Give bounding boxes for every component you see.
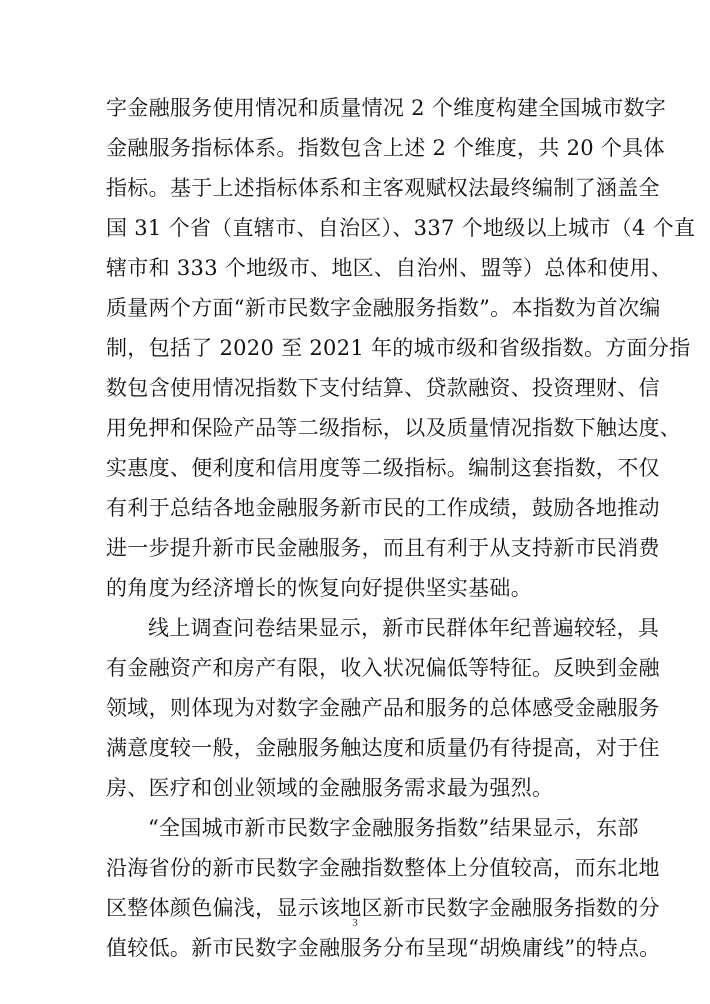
text-line: 满意度较一般，金融服务触达度和质量仍有待提高，对于住 <box>106 736 660 760</box>
text-line: 有金融资产和房产有限，收入状况偏低等特征。反映到金融 <box>106 656 660 680</box>
text-line: 实惠度、便利度和信用度等二级指标。编制这套指数，不仅 <box>106 456 660 480</box>
text-line: 值较低。新市民数字金融服务分布呈现“胡焕庸线”的特点。 <box>106 936 661 960</box>
page-number: 3 <box>352 917 358 929</box>
paragraph-1 <box>106 88 696 608</box>
text-line: 进一步提升新市民金融服务，而且有利于从支持新市民消费 <box>106 536 660 560</box>
text-line: 国 31 个省（直辖市、自治区）、337 个地级以上城市（4 个直 <box>106 216 696 240</box>
text-line: 质量两个方面“新市民数字金融服务指数”。本指数为首次编 <box>106 296 661 320</box>
document-body <box>106 88 696 968</box>
text-line: 指标。基于上述指标体系和主客观赋权法最终编制了涵盖全 <box>106 176 660 200</box>
paragraph-3 <box>106 808 661 968</box>
text-line: 辖市和 333 个地级市、地区、自治州、盟等）总体和使用、 <box>106 256 673 280</box>
text-line: 线上调查问卷结果显示，新市民群体年纪普遍较轻，具 <box>148 616 660 640</box>
text-line: 用免押和保险产品等二级指标，以及质量情况指数下触达度、 <box>106 416 682 440</box>
text-line: 制，包括了 2020 至 2021 年的城市级和省级指数。方面分指 <box>106 336 691 360</box>
text-line: 字金融服务使用情况和质量情况 2 个维度构建全国城市数字 <box>106 96 667 120</box>
text-line: 领域，则体现为对数字金融产品和服务的总体感受金融服务 <box>106 696 660 720</box>
text-line: 区整体颜色偏浅，显示该地区新市民数字金融服务指数的分 <box>106 896 660 920</box>
text-line: 房、医疗和创业领域的金融服务需求最为强烈。 <box>106 776 554 800</box>
text-line: 有利于总结各地金融服务新市民的工作成绩，鼓励各地推动 <box>106 496 660 520</box>
text-line: 的角度为经济增长的恢复向好提供坚实基础。 <box>106 576 532 600</box>
text-line: 沿海省份的新市民数字金融指数整体上分值较高，而东北地 <box>106 856 660 880</box>
text-line: 金融服务指标体系。指数包含上述 2 个维度，共 20 个具体 <box>106 136 665 160</box>
paragraph-2 <box>106 608 660 808</box>
text-line: 数包含使用情况指数下支付结算、贷款融资、投资理财、信 <box>106 376 660 400</box>
text-line: “全国城市新市民数字金融服务指数”结果显示，东部 <box>148 816 639 840</box>
